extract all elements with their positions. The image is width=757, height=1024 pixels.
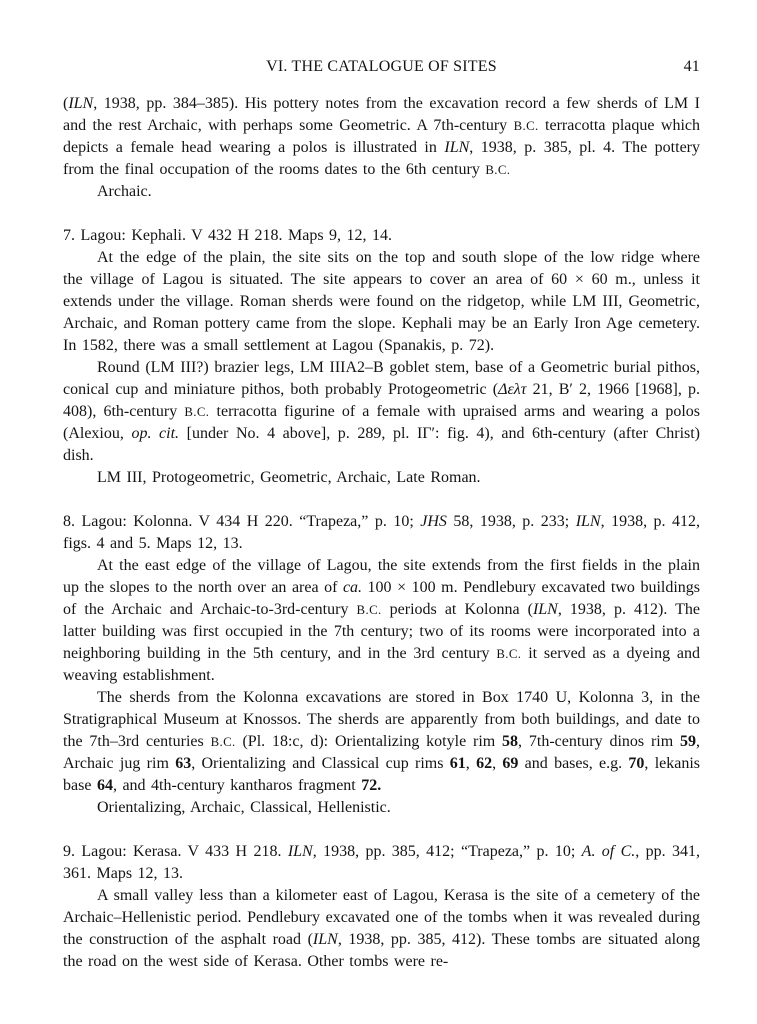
text-run: 58, 1938, p. 233; (446, 513, 576, 530)
text-run: , 1938, pp. 385, 412). These tombs are situated along the road on the west side of Kerasa. Other tombs were re- (63, 931, 701, 970)
document-body (63, 93, 700, 973)
text-run: , 1938, p. 412). The latter building was first occupied in the 7th century; two of its rooms were incorporated into a neighboring building in the 5th century, and in the 3rd century (63, 601, 701, 662)
text-run: , Orientalizing and Classical cup rims (191, 755, 450, 772)
paragraph (63, 247, 700, 357)
text-run: 7. Lagou: Kephali. V 432 H 218. Maps 9, 12, 14. (63, 227, 393, 244)
text-run: 58 (502, 733, 519, 750)
text-run: it served as a dyeing and weaving establishment. (63, 645, 700, 684)
text-run: 100 × 100 m. Pendlebury excavated two buildings of the Archaic and Archaic-to-3rd-century (63, 579, 701, 618)
text-run: 21, B′ 2, 1966 [1968], p. 408), 6th-century (63, 381, 701, 420)
text-run: (Pl. 18:c, d): Orientalizing kotyle rim (235, 733, 503, 750)
text-run: B.C. (184, 405, 210, 419)
text-run: , 7th-century dinos rim (518, 733, 680, 750)
text-run: , and 4th-century kantharos fragment (112, 777, 362, 794)
text-run: ILN (68, 95, 94, 112)
text-run: At the east edge of the village of Lagou, the site extends from the first fields in the plain up the slopes to the north over an area of (63, 557, 700, 596)
text-run: ILN (532, 601, 558, 618)
text-run: 8. Lagou: Kolonna. V 434 H 220. “Trapeza,” p. 10; (63, 513, 421, 530)
text-run: , 1938, pp. 385, 412; “Trapeza,” p. 10; (312, 843, 582, 860)
text-run: Round (LM III?) brazier legs, LM IIIA2–B goblet stem, base of a Geometric burial pithos, conical cup and miniature pithos, both probably Protogeometric ( (63, 359, 700, 398)
text-run: op. cit. (131, 425, 180, 442)
text-run: B.C. (210, 735, 236, 749)
text-run: 69 (502, 755, 519, 772)
text-run: B.C. (496, 647, 522, 661)
paragraph (63, 181, 700, 203)
text-run: B.C. (485, 163, 511, 177)
text-run: At the edge of the plain, the site sits on the top and south slope of the low ridge where the village of Lagou is situated. The site appears to cover an area of 60 × 60 m., unless it extends under the village. Roman sherds were found on the ridgetop, while LM III, Geometric, Archaic, and Roman pottery came from the slope. Kephali may be an Early Iron Age cemetery. In 1582, there was a small settlement at Lagou (Spanakis, p. 72). (63, 249, 700, 354)
text-run: 63 (175, 755, 192, 772)
paragraph (63, 467, 700, 489)
text-run: , (492, 755, 503, 772)
text-run: , lekanis base (63, 755, 701, 794)
text-run: 72. (361, 777, 382, 794)
paragraph (63, 797, 700, 819)
paragraph (63, 555, 700, 687)
section-heading (63, 225, 700, 247)
text-run: and bases, e.g. (518, 755, 629, 772)
paragraph (63, 687, 700, 797)
text-run: , (465, 755, 477, 772)
text-run: 62 (476, 755, 493, 772)
text-run: The sherds from the Kolonna excavations are stored in Box 1740 U, Kolonna 3, in the Stratigraphical Museum at Knossos. The sherds are apparently from both buildings, and date to the 7th–3rd centuries (63, 689, 700, 750)
text-run: ILN (575, 513, 601, 530)
text-run: 59 (680, 733, 696, 750)
text-run: , 1938, pp. 384–385). His pottery notes from the excavation record a few sherds of LM I and the rest Archaic, with perhaps some Geometric. A 7th-century (63, 95, 700, 134)
text-run: Δελτ (498, 381, 527, 398)
section-heading (63, 511, 700, 555)
text-run: [under No. 4 above], p. 289, pl. ΙΓ′: fig. 4), and 6th-century (after Christ) dish. (63, 425, 701, 464)
text-run: , 1938, p. 412, figs. 4 and 5. Maps 12, 13. (63, 513, 700, 552)
text-run: 9. Lagou: Kerasa. V 433 H 218. (63, 843, 288, 860)
text-run: A. of C. (581, 843, 636, 860)
paragraph (63, 885, 700, 973)
text-run: 61 (449, 755, 466, 772)
text-run: , 1938, p. 385, pl. 4. The pottery from the final occupation of the rooms dates to the 6th century (63, 139, 700, 178)
text-run: A small valley less than a kilometer east of Lagou, Kerasa is the site of a cemetery of the Archaic–Hellenistic period. Pendlebury excavated one of the tombs when it was revealed during the construction of the asphalt road ( (63, 887, 700, 948)
section-heading (63, 841, 700, 885)
text-run: ca. (342, 579, 363, 596)
text-run: ILN (312, 931, 338, 948)
running-header (63, 57, 700, 77)
text-run: periods at Kolonna ( (381, 601, 533, 618)
text-run: terracotta figurine of a female with upraised arms and wearing a polos (Alexiou, (63, 403, 701, 442)
text-run: terracotta plaque which depicts a female head wearing a polos is illustrated in (63, 117, 700, 156)
text-run: , pp. 341, 361. Maps 12, 13. (63, 843, 701, 882)
text-run: B.C. (513, 119, 539, 133)
text-run: ( (63, 95, 69, 112)
text-run: Orientalizing, Archaic, Classical, Hellenistic. (97, 799, 391, 816)
text-run: 64 (96, 777, 113, 794)
page-title: VI. THE CATALOGUE OF SITES (266, 58, 497, 75)
text-run: LM III, Protogeometric, Geometric, Archaic, Late Roman. (97, 469, 481, 486)
paragraph (63, 357, 700, 467)
text-run: JHS (420, 513, 447, 530)
page-number: 41 (683, 58, 700, 75)
paragraph (63, 93, 700, 181)
text-run: Archaic. (97, 183, 152, 200)
text-run: , Archaic jug rim (63, 733, 700, 772)
text-run: ILN (287, 843, 313, 860)
text-run: B.C. (356, 603, 382, 617)
text-run: ILN (444, 139, 470, 156)
text-run: 70 (628, 755, 645, 772)
